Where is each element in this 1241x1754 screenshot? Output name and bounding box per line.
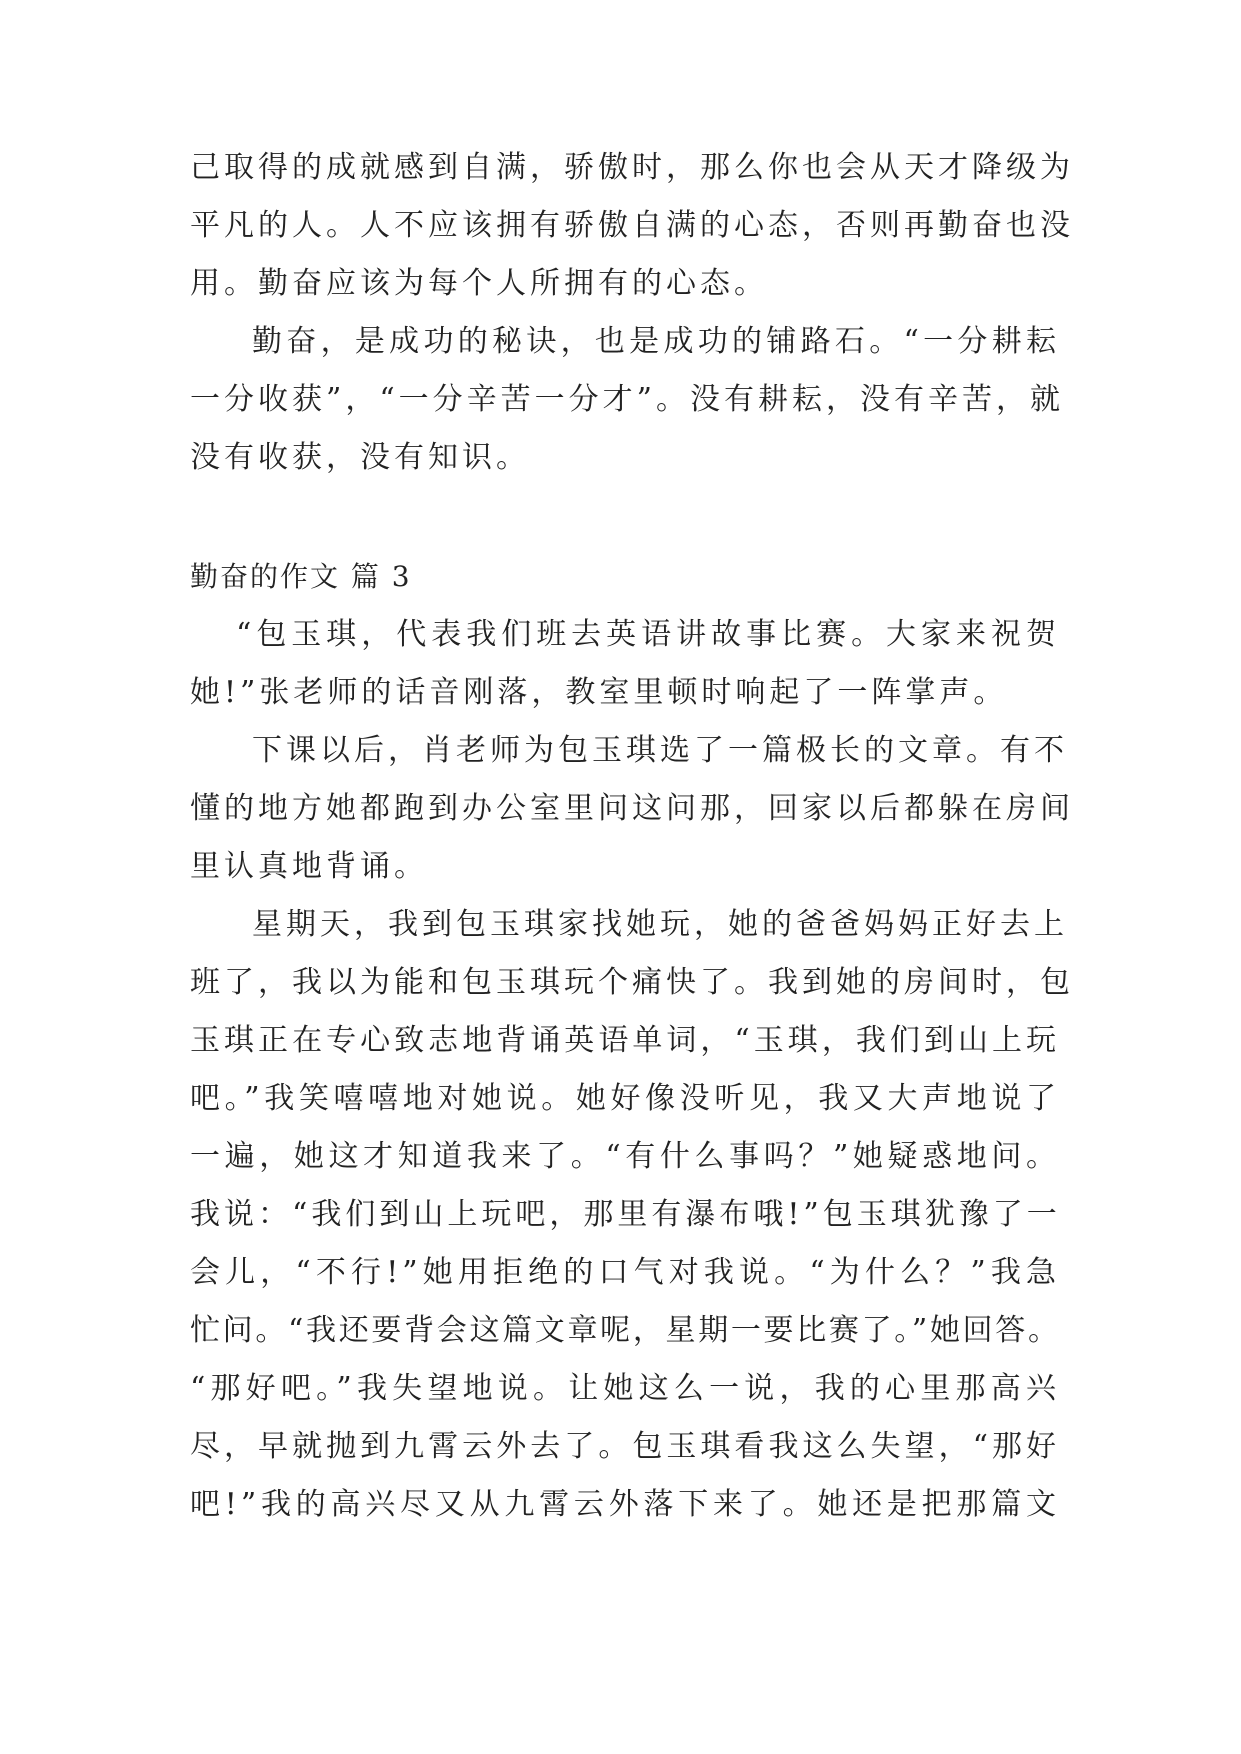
paragraph-line: 用。勤奋应该为每个人所拥有的心态。: [190, 266, 768, 301]
paragraph-line: 玉琪正在专心致志地背诵英语单词，“玉琪，我们到山上玩: [190, 1023, 1060, 1058]
paragraph-line: 里认真地背诵。: [190, 849, 428, 884]
paragraph-line: 会儿，“不行!”她用拒绝的口气对我说。“为什么？”我急: [190, 1255, 1060, 1290]
paragraph-line: 我说：“我们到山上玩吧，那里有瀑布哦!”包玉琪犹豫了一: [190, 1197, 1061, 1232]
paragraph-line: 一遍，她这才知道我来了。“有什么事吗？”她疑惑地问。: [190, 1139, 1060, 1174]
paragraph-line: 吧。”我笑嘻嘻地对她说。她好像没听见，我又大声地说了: [190, 1081, 1060, 1116]
paragraph-line: 吧!”我的高兴尽又从九霄云外落下来了。她还是把那篇文: [190, 1487, 1060, 1522]
paragraph-line: 忙问。“我还要背会这篇文章呢，星期一要比赛了。”她回答。: [190, 1313, 1060, 1348]
paragraph-line: 下课以后，肖老师为包玉琪选了一篇极长的文章。有不: [252, 733, 1068, 768]
paragraph-line: “那好吧。”我失望地说。让她这么一说，我的心里那高兴: [190, 1371, 1060, 1406]
paragraph-line: 没有收获，没有知识。: [190, 440, 530, 475]
paragraph-line: 尽，早就抛到九霄云外去了。包玉琪看我这么失望，“那好: [190, 1429, 1060, 1464]
paragraph-line: 勤奋，是成功的秘诀，也是成功的铺路石。“一分耕耘: [252, 324, 1060, 359]
paragraph-line: 己取得的成就感到自满，骄傲时，那么你也会从天才降级为: [190, 150, 1074, 185]
paragraph-line: 班了，我以为能和包玉琪玩个痛快了。我到她的房间时，包: [190, 965, 1074, 1000]
paragraph-line: 懂的地方她都跑到办公室里问这问那，回家以后都躲在房间: [190, 791, 1074, 826]
paragraph-line: “包玉琪，代表我们班去英语讲故事比赛。大家来祝贺: [236, 617, 1060, 652]
paragraph-line: 星期天，我到包玉琪家找她玩，她的爸爸妈妈正好去上: [252, 907, 1068, 942]
paragraph-line: 一分收获”，“一分辛苦一分才”。没有耕耘，没有辛苦，就: [190, 382, 1065, 417]
paragraph-line: 平凡的人。人不应该拥有骄傲自满的心态，否则再勤奋也没: [190, 208, 1074, 243]
paragraph-line: 她!”张老师的话音刚落，教室里顿时响起了一阵掌声。: [190, 675, 1008, 710]
section-heading: 勤奋的作文 篇 3: [190, 560, 412, 593]
